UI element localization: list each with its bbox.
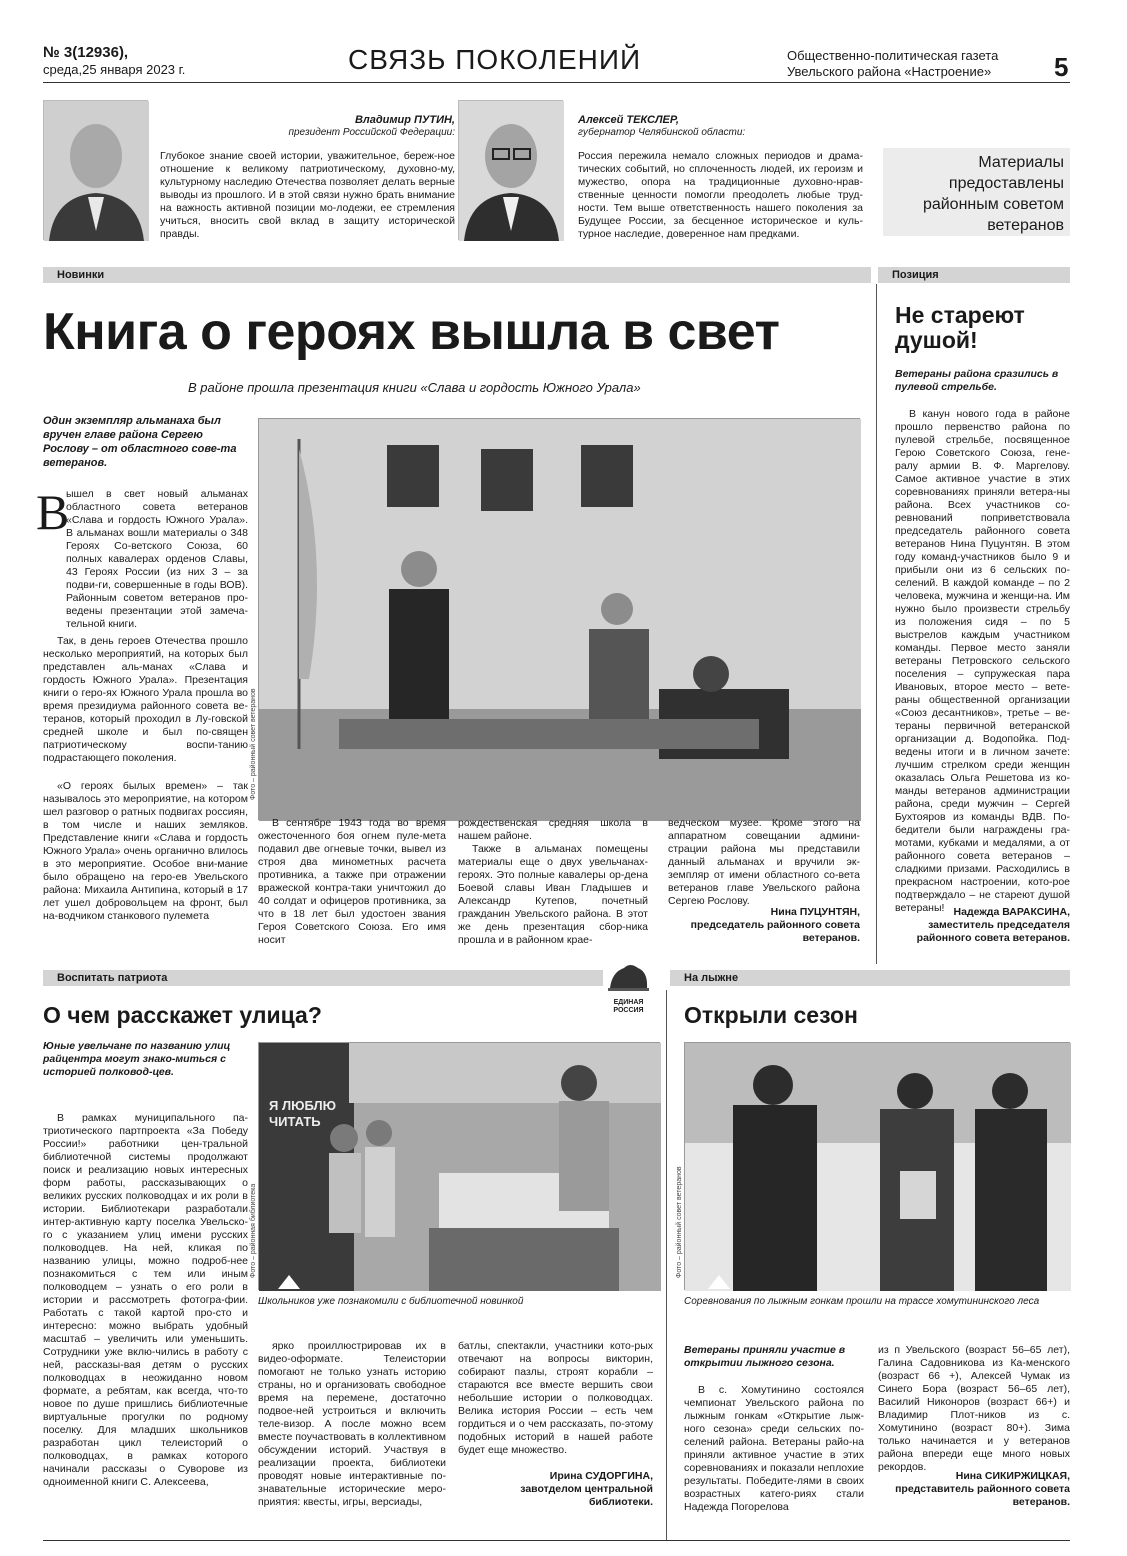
position-article-text: В канун нового года в районе прошло первенство района по пулевой стрельбе, посвященное Герою Советского Союза, гене-ралу армии В. Ф. Маргелову. Самое активное участие в этих соревнованиях приняли ветера-ны района. Всех участников со-ревнований поприветствовала председатель районного совета ветеранов Нина Пуцунтян. В этом году команд-участников было 9 и прибыли они из 6 сельских по-селений. В каждой команде – по 2 человека, мужчина и женщи-на. Им нужно было произвести стрельбу из положения сидя – по 5 выстрелов каждым участником команды. Первое место заняли ветераны Петровского сельского поселения – супружеская пара Ивановых, второе место – вете-раны общественной организации «Союз десантников», третье – ве-тераны первичной ветеранской организации д. Водопойка. Под-ведены итоги и в личном зачете: лучшим стрелком среди женщин оказалась Ольга Решетова из ко-манды ветеранов администрации района, среди мужчин – Сергей Бухтояров из команды ВДВ. По-бедители были награждены гра-мотами, кубками и медалями, а от районного совета ветеранов – сладкими призами. Расходились в прекрасном настроении, кото-рое подтверждало – не стареют душой ветераны!: [895, 408, 1070, 914]
ski-photo-marker-triangle: [708, 1275, 730, 1289]
book-col2-text: В сентябре 1943 года во время ожесточенного боя огнем пуле-мета подавил две огневые точки, вывел из строя два минометных расчета противника, а также при отражении вражеской контра-таки уничтожил до 40 солдат и офицеров противника, за что в 18 лет был удостоен звания Героя Советского Союза. Его имя носит: [258, 817, 446, 946]
street-signature-role: завотделом центральной библиотеки.: [520, 1483, 653, 1508]
ski-photo-credit: Фото – районный совет ветеранов: [676, 1166, 683, 1278]
street-col2: [258, 1340, 446, 1535]
teksler-name: Алексей ТЕКСЛЕР,: [578, 114, 679, 126]
book-signature: [668, 906, 860, 945]
drop-cap: В: [36, 484, 70, 540]
ski-signature: [878, 1470, 1070, 1509]
teksler-quote-text: Россия пережила немало сложных периодов и драма-тических событий, но сплоченность людей, их героизм и мужество, опора на традиционные духовно-нрав-ственные ценности помогли преодолеть любые труд-ности. Тем выше ответственность нашего поколения за Будущее России, за бесценное историческое и куль-турное наследие, доверенное нам предками.: [578, 150, 863, 240]
position-article-title: Не стареют душой!: [895, 302, 1025, 353]
section-title: СВЯЗЬ ПОКОЛЕНИЙ: [348, 44, 642, 75]
putin-quote: [160, 114, 455, 241]
column-divider-bottom: [666, 990, 667, 1540]
book-signature-name: Нина ПУЦУНТЯН,: [770, 906, 860, 918]
issue-date: среда,25 января 2023 г.: [43, 62, 186, 77]
book-col1-para2-text: Так, в день героев Отечества прошло несколько мероприятий, на которых был представлен аль-манах «Слава и гордость Южного Урала». Презентация книги о геро-ях Южного Урала прошла во время президиума районного совета ве-теранов, который проходил в Лу-говской средней школе и был по-священ патриотическому воспи-танию подрастающего поколения.: [43, 635, 248, 764]
ski-col1-text: В с. Хомутинино состоялся чемпионат Увельского района по лыжным гонкам «Открытие лыж-ного сезона» среди сельских по-селений района. Ветераны райо-на приняли активное участие в этих соревнованиях и показали неплохие результаты. Победите-лями в своих возрастных катего-риях стали Надежда Погорелова: [684, 1384, 864, 1513]
ski-article-title: Открыли сезон: [684, 1002, 858, 1028]
book-col1-para2: [43, 635, 248, 780]
ski-col1: [684, 1384, 864, 1534]
book-col3-text: Также в альманах помещены материалы еще о двух увельчанах-героях. Это полные кавалеры ор-дена Боевой славы Иван Гладышев и Александр Кутепов, почетный гражданин Увельского района. В этот же день презентация сбор-ника прошла и в районном крае-: [458, 843, 648, 946]
position-article-lead: Ветераны района сразились в пулевой стрельбе.: [895, 368, 1059, 393]
ski-article-lead: Ветераны приняли участие в открытии лыжного сезона.: [684, 1344, 846, 1369]
page-number: 5: [1054, 52, 1069, 82]
book-photo-credit: Фото – районный совет ветеранов: [250, 688, 257, 800]
library-photo-caption: Школьников уже познакомили с библиотечной новинкой: [258, 1296, 524, 1307]
header-rule: [43, 82, 1070, 83]
putin-portrait: [43, 100, 148, 240]
ski-col2: из п Увельского (возраст 56–65 лет), Галина Садовникова из Ка-менского (возраст 66 +), Алексей Чумак из Синего Бора (возраст 56–65 лет), Василий Никоноров (возраст 66+) и Владимир Плот-ников из с. Хомутинино (возраст 80+). Зима только начинается и у ветеранов района впереди еще много новых рекордов.: [878, 1344, 1070, 1473]
street-signature: [458, 1470, 653, 1509]
position-signature: [885, 906, 1070, 945]
paper-name-line1: Общественно-политическая газета: [787, 48, 999, 63]
book-col1-para3-text: «О героях былых времен» – так называлось это мероприятие, на котором шел разговор о ратных подвигах россиян, в том числе и наших земляков. Представление книги «Слава и гордость Южного Урала» очень органично влилось в это мероприятие. Особое вни-мание было обращено на геро-ев Увельского района: Михаила Антипина, который в 17 лет ушел добровольцем на фронт, был на-водчиком станкового пулемета: [43, 780, 248, 922]
teksler-portrait: [458, 100, 563, 240]
book-col4: ведческом музее. Кроме этого на аппаратном совещании админи-страции района мы представили данный альманах и вручили эк-земпляр от имени областного со-вета ветеранов главе Увельского района Сергею Рослову.: [668, 817, 860, 907]
materials-note: Материалы предоставлены районным советом ветеранов: [883, 148, 1070, 236]
rubric-novinki: Новинки: [43, 267, 871, 283]
street-article-lead: Юные увельчане по названию улиц райцентра могут знако-миться с историей полковод-цев.: [43, 1040, 231, 1078]
book-article-subtitle: В районе прошла презентация книги «Слава и гордость Южного Урала»: [188, 380, 641, 395]
rubric-vospitat-patriota: Воспитать патриота: [43, 970, 603, 986]
library-photo-credit: Фото – районная библиотека: [250, 1183, 257, 1278]
book-presentation-photo: [258, 418, 860, 820]
putin-position: президент Российской Федерации:: [288, 127, 455, 138]
book-article-title: Книга о героях вышла в свет: [43, 303, 780, 361]
book-col2: [258, 817, 446, 952]
paper-name-line2: Увельского района «Настроение»: [787, 64, 992, 79]
ski-photo: [684, 1042, 1070, 1290]
ski-signature-name: Нина СИКИРЖИЦКАЯ,: [955, 1470, 1070, 1482]
teksler-position: губернатор Челябинской области:: [578, 127, 746, 138]
ski-signature-role: представитель районного совета ветеранов.: [895, 1483, 1070, 1508]
bear-icon: [606, 958, 651, 994]
book-col1-para3: [43, 780, 248, 950]
position-signature-role: заместитель председателя районного совета ветеранов.: [916, 919, 1070, 944]
putin-name: Владимир ПУТИН,: [354, 114, 455, 126]
footer-rule: [43, 1540, 1070, 1541]
logo-text: ЕДИНАЯ РОССИЯ: [613, 999, 644, 1014]
book-col3: [458, 817, 648, 952]
street-signature-name: Ирина СУДОРГИНА,: [549, 1470, 653, 1482]
book-signature-role: председатель районного совета ветеранов.: [690, 919, 860, 944]
rubric-na-lyzhne: На лыжне: [670, 970, 1070, 986]
issue-number: № 3(12936),: [43, 44, 129, 61]
street-col1-text: В рамках муниципального па-триотического партпроекта «За Победу России!» работники цен-тральной библиотечной системы продолжают поиск и реализацию новых интересных форм работы, рассказывающих о великих русских полководцах и их роли в истории. Библиотекари разработали интер-активную карту поселка Увельско-го с указанием улиц имени русских полководцев. На ней, кликая по названию улицы, можно подроб-нее познакомиться с тем или иным полководцем – узнать о его роли в истории и рассмотреть фотогра-фии. Работать с такой картой про-сто и интересно: можно выбрать удобный масштаб – увеличить или уменьшить. Сотрудники уже вклю-чились в работу с ней, рассказы-вая детям о русских полководцах в неожиданно новом формате, а ребятам, как всегда, что-то новое по душе пришлись библиотечные виртуальные прогулки по родному поселку. Для младших школьников разработан цикл телеисторий о полководцах, в рамках которого начинали рассказы о Суворове из одноименной книги С. Алексеева,: [43, 1112, 248, 1488]
library-photo: [258, 1042, 660, 1290]
rubric-pozitsiya: Позиция: [878, 267, 1070, 283]
book-col1-start: ышел в свет новый альманах областного совета ветеранов «Слава и гордость Южного Урала». В альманах вошли материалы о 348 Героях Со-ветского Союза, 60 полных кавалерах орденов Славы, 43 Героях России (из них 3 – за подви-ги, совершенные в годы ВОВ). Районным советом ветеранов про-ведены презентации этой замеча-тельной книги.: [66, 488, 248, 630]
book-col3-start: рождественская средняя школа в нашем районе.: [458, 817, 648, 842]
street-col1: [43, 1112, 248, 1537]
street-article-title: О чем расскажет улица?: [43, 1002, 322, 1028]
column-divider: [876, 284, 877, 964]
united-russia-logo: [606, 958, 651, 1014]
photo-marker-triangle: [278, 1275, 300, 1289]
street-col3: батлы, спектакли, участники кото-рых отвечают на вопросы викторин, собирают пазлы, строят корабли – стараются все вместе вершить свои небольшие истории о полководцах. Велика история России – есть чем гордиться и о чем рассказать, по-этому подобных историй в нашей работе будет еще множество.: [458, 1340, 653, 1456]
book-article-lead: Один экземпляр альманаха был вручен главе района Сергею Рослову – от областного сове-та ветеранов.: [43, 415, 237, 469]
position-signature-name: Надежда ВАРАКСИНА,: [953, 906, 1070, 918]
putin-quote-text: Глубокое знание своей истории, уважительное, береж-ное отношение к великому патриотическому, духовно-му, культурному наследию Отечества позволяет делать верные выводы из прошлого. И в этой связи нужно брать внимание на важность активной позиции мо-лодежи, ее стремления учиться, вносить свой вклад в защиту исторической правды.: [160, 150, 455, 240]
library-poster-text: Я ЛЮБЛЮ ЧИТАТЬ: [269, 1098, 337, 1129]
ski-photo-caption: Соревнования по лыжным гонкам прошли на трассе хомутининского леса: [684, 1296, 1040, 1307]
street-col2-text: ярко проиллюстрировав их в видео-оформате. Телеистории помогают не только узнать историю страны, но и организовать свободное время на перемене, достаточно подвое-ней устроиться и включить теле-визор. А после можно всем вместе поучаствовать в коллективном обсуждении историй. Участвуя в реализации проекта, библиотеки проводят новые интерактивные по-знавательные исторические меро-приятия: квесты, игры, версиады,: [258, 1340, 446, 1508]
teksler-quote: [578, 114, 863, 241]
